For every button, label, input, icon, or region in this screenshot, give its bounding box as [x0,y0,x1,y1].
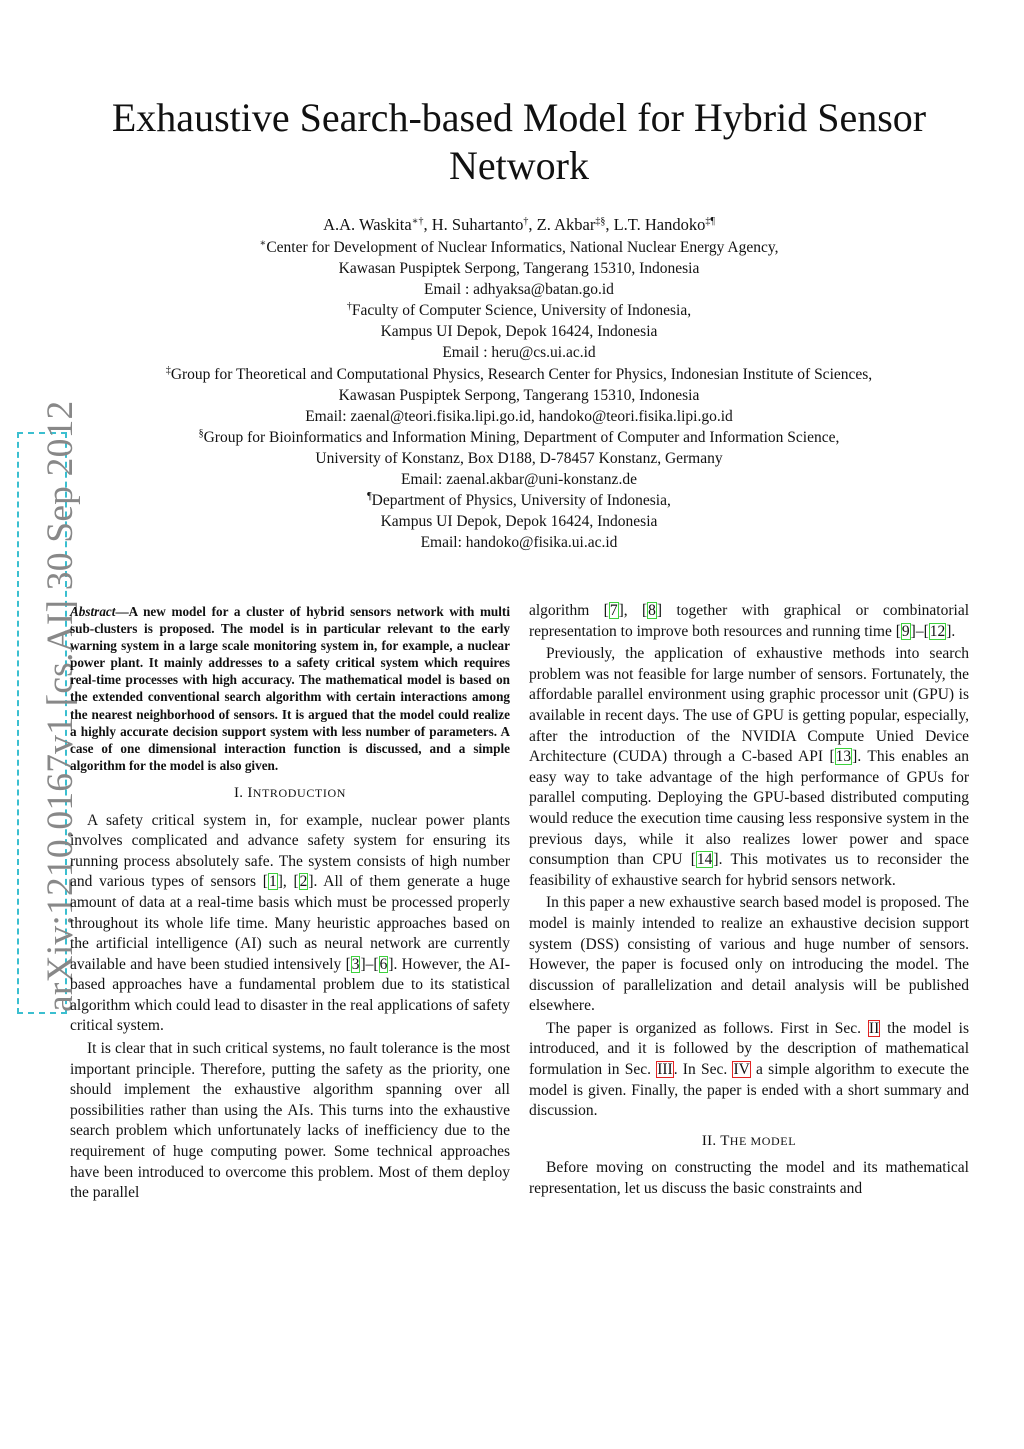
author: L.T. Handoko [613,215,706,234]
affiliation-email: Email : heru@cs.ui.ac.id [442,344,596,362]
affiliation-email: Email: zaenal.akbar@uni-konstanz.de [401,471,637,489]
affiliation-address: Kampus UI Depok, Depok 16424, Indonesia [380,513,658,531]
abstract: Abstract—A new model for a cluster of hybrid sensors network with multi sub-clusters is proposed. The model is in particular relevant to the early warning system in a large scale monitoring system in, for example, a nuclear power plant. It mainly addresses to a safety critical system which requires real-time processes with high accuracy. The mathematical model is based on the extended conventional search algorithm with certain interactions among the nearest neighborhood of sensors. It is argued that the model could realize a highly accurate decision support system with less number of parameters. A case of one dimensional interaction function is discussed, and a simple algorithm for the model is also given. [70,604,510,773]
affiliation-address: Kampus UI Depok, Depok 16424, Indonesia [380,323,658,341]
affiliation-email: Email: handoko@fisika.ui.ac.id [420,534,618,552]
citation-link[interactable]: 13 [835,748,852,766]
abstract-text: A new model for a cluster of hybrid sensors network with multi sub-clusters is proposed. The model is in particular relevant to the early warning system in a large scale monitoring system in, for example, a nuclear power plant. It mainly addresses to a safety critical system which requires real-time processes with high accuracy. The mathematical model is based on the extended conventional search algorithm with certain interactions among the nearest neighborhood of sensors. It is argued that the model could realize a highly accurate decision support system with less number of parameters. A case of one dimensional interaction function is discussed, and a simple algorithm for the model is also given. [70,604,510,773]
paragraph: A safety critical system in, for example, nuclear power plants involves complicated and advance safety system for ensuring its running process absolutely safe. The system consists of high number and various types of sensors [1], [2]. All of them generate a huge amount of data at a real-time basis which must be processed properly throughout its whole life time. Many heuristic approaches based on the artificial intelligence (AI) such as neural network are currently available and have been studied intensively [3]–[6]. However, the AI-based approaches have a fundamental problem due to its statistical algorithm which could lead to disaster in the real applications of safety critical system. [70,811,510,1035]
citation-link[interactable]: 6 [379,955,388,973]
author: Z. Akbar [536,215,596,234]
author-mark: ∗† [411,216,424,227]
affiliation-name: ‡Group for Theoretical and Computational Physics, Research Center for Physics, Indonesian Institute of Sciences, [165,364,873,383]
citation-link[interactable]: 7 [609,602,618,619]
section-link[interactable]: III [657,1061,673,1079]
affiliation-name: §Group for Bioinformatics and Information Mining, Department of Computer and Information Science, [198,427,840,446]
paragraph: It is clear that in such critical systems, no fault tolerance is the most important principle. Therefore, putting the safety as the priority, one should implement the exhaustive algorithm spanning over all possibilities rather than using the AIs. This turns into the exhaustive search problem which unfortunately lacks of inefficiency due to the requirement of huge computing power. Some technical approaches have been introduced to overcome this problem. Most of them deploy the parallel [70,1040,510,1202]
citation-link[interactable]: 12 [929,622,946,640]
affiliations [70,237,968,553]
section-heading-introduction: I. INTRODUCTION [234,784,346,801]
affiliation-address: University of Konstanz, Box D188, D-78457 Konstanz, Germany [315,449,723,467]
citation-link[interactable]: 1 [268,873,277,891]
arxiv-stamp[interactable]: arXiv:1210.0167v1 [cs.AI] 30 Sep 2012 [40,400,81,1012]
left-column [70,601,510,1204]
section-heading-the-model: II. THE MODEL [701,1132,797,1149]
affiliation-name: ¶Department of Physics, University of Indonesia, [367,491,671,510]
author-list: A.A. Waskita∗†, H. Suhartanto†, Z. Akbar‡§, L.T. Handoko‡¶ [323,215,715,234]
paragraph: Previously, the application of exhaustive methods into search problem was not feasible for large number of sensors. Fortunately, the affordable parallel environment using graphic processor unit (GPU) is available in recent days. The use of GPU is getting popular, especially, after the introduction of the NVIDIA Compute Unied Device Architecture (CUDA) through a C-based API [13]. This enables an easy way to take advantage of the high performance of GPUs for parallel computing. Deploying the GPU-based distributed computing would reduce the execution time causing less responsive system in the previous days, while it also realizes lower power and space consumption than CPU [14]. This motivates us to reconsider the feasibility of exhaustive search for hybrid sensors network. [529,645,969,889]
author: H. Suhartanto [431,215,524,234]
affiliation-email: Email : adhyaksa@batan.go.id [424,281,614,299]
paper-title: Exhaustive Search-based Model for Hybrid Sensor Network [111,95,927,188]
author: A.A. Waskita [323,215,412,234]
paragraph: In this paper a new exhaustive search based model is proposed. The model is mainly intended to realize an exhaustive decision support system (DSS) consisting of various and huge number of sensors. However, the paper is focused only on introducing the model. The discussion of parallelization and detail analysis will be published elsewhere. [529,894,969,1015]
author-mark: ‡¶ [705,216,715,227]
author-mark: † [523,216,529,227]
citation-link[interactable]: 9 [901,622,910,640]
paragraph: The paper is organized as follows. First in Sec. II the model is introduced, and it is followed by the description of mathematical formulation in Sec. III. In Sec. IV a simple algorithm to execute the model is given. Finally, the paper is ended with a short summary and discussion. [529,1019,970,1120]
affiliation-address: Kawasan Puspiptek Serpong, Tangerang 15310, Indonesia [338,260,700,278]
right-column [529,601,969,1200]
paragraph: Before moving on constructing the model and its mathematical representation, let us discuss the basic constraints and [529,1159,969,1198]
affiliation-address: Kawasan Puspiptek Serpong, Tangerang 15310, Indonesia [338,386,700,404]
affiliation-email: Email: zaenal@teori.fisika.lipi.go.id, handoko@teori.fisika.lipi.go.id [305,407,733,425]
paragraph: algorithm [7], [8] together with graphical or combinatorial representation to improve both resources and running time [9]–[12]. [529,602,969,640]
citation-link[interactable]: 3 [351,955,360,973]
affiliation-name: †Faculty of Computer Science, University of Indonesia, [346,301,692,320]
abstract-label: Abstract [70,604,116,619]
affiliation-name: ∗Center for Development of Nuclear Informatics, National Nuclear Energy Agency, [259,238,779,256]
citation-link[interactable]: 14 [696,851,713,869]
section-link[interactable]: II [868,1019,880,1037]
author-mark: ‡§ [595,216,606,227]
citation-link[interactable]: 2 [299,873,308,891]
citation-link[interactable]: 8 [648,602,656,619]
section-link[interactable]: IV [733,1061,750,1079]
